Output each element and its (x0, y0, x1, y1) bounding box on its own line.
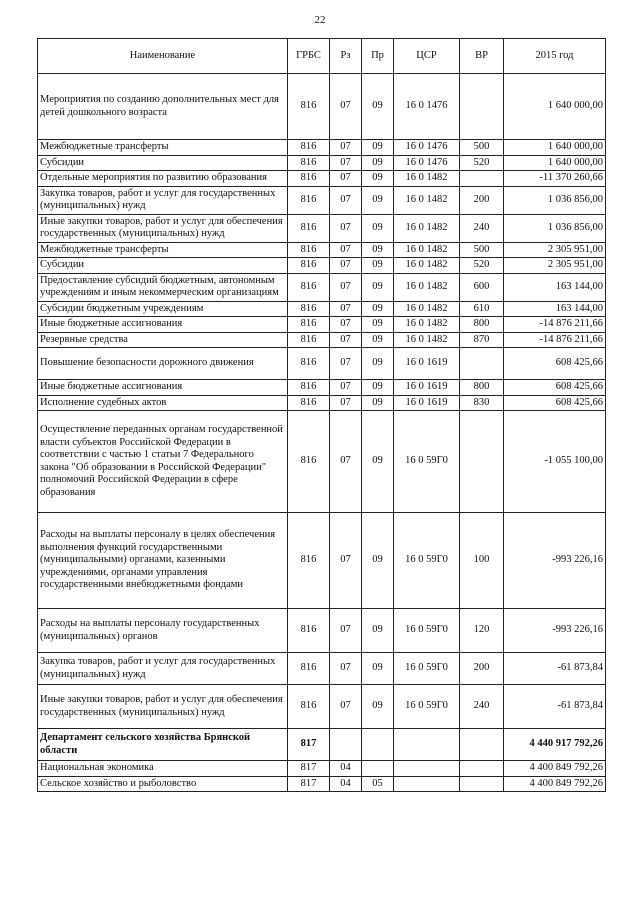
row-grbs: 816 (288, 317, 330, 333)
table-row (38, 171, 606, 187)
row-grbs: 816 (288, 258, 330, 274)
row-csr: 16 0 1476 (394, 140, 460, 156)
row-vr: 120 (460, 609, 504, 653)
row-name: Расходы на выплаты персоналу в целях обеспечения выполнения функций государственными (муниципальными) органами, казенными учреждениями, органами управления государственными внебюджетными фондами (38, 513, 288, 609)
row-vr: 520 (460, 155, 504, 171)
row-vr: 200 (460, 653, 504, 685)
row-csr: 16 0 59Г0 (394, 411, 460, 513)
header-name: Наименование (38, 39, 288, 74)
row-name: Национальная экономика (38, 761, 288, 777)
header-pr: Пр (362, 39, 394, 74)
row-amount: 608 425,66 (504, 380, 606, 396)
row-amount: 2 305 951,00 (504, 258, 606, 274)
row-amount: -61 873,84 (504, 653, 606, 685)
row-rz: 07 (330, 171, 362, 187)
row-rz: 07 (330, 214, 362, 242)
row-pr: 09 (362, 155, 394, 171)
table-row (38, 140, 606, 156)
row-grbs: 816 (288, 214, 330, 242)
row-csr (394, 729, 460, 761)
row-name: Отдельные мероприятия по развитию образования (38, 171, 288, 187)
row-grbs: 816 (288, 685, 330, 729)
row-grbs: 816 (288, 186, 330, 214)
row-pr (362, 761, 394, 777)
row-vr (460, 761, 504, 777)
row-amount: -11 370 260,66 (504, 171, 606, 187)
row-name: Осуществление переданных органам государственной власти субъектов Российской Федерации в соответствии с частью 1 статьи 7 Федерального закона "Об образовании в Российской Федерации" полномочий Российской Федерации в сфере образования (38, 411, 288, 513)
row-rz: 07 (330, 380, 362, 396)
row-rz: 07 (330, 317, 362, 333)
row-csr (394, 776, 460, 792)
row-vr (460, 171, 504, 187)
row-grbs: 816 (288, 513, 330, 609)
row-vr (460, 729, 504, 761)
row-amount: -14 876 211,66 (504, 332, 606, 348)
row-grbs: 816 (288, 74, 330, 140)
header-vr: ВР (460, 39, 504, 74)
row-amount: 4 400 849 792,26 (504, 761, 606, 777)
row-csr: 16 0 59Г0 (394, 513, 460, 609)
row-csr: 16 0 1482 (394, 171, 460, 187)
row-name: Исполнение судебных актов (38, 395, 288, 411)
row-name: Резервные средства (38, 332, 288, 348)
row-pr: 09 (362, 653, 394, 685)
row-vr: 870 (460, 332, 504, 348)
row-vr: 600 (460, 273, 504, 301)
row-amount: -993 226,16 (504, 513, 606, 609)
header-grbs: ГРБС (288, 39, 330, 74)
row-name: Закупка товаров, работ и услуг для государственных (муниципальных) нужд (38, 186, 288, 214)
budget-table (37, 38, 606, 792)
row-rz: 07 (330, 242, 362, 258)
row-vr (460, 411, 504, 513)
row-csr: 16 0 1482 (394, 186, 460, 214)
row-name: Расходы на выплаты персоналу государственных (муниципальных) органов (38, 609, 288, 653)
table-row (38, 242, 606, 258)
row-pr: 09 (362, 380, 394, 396)
row-grbs: 816 (288, 332, 330, 348)
row-grbs: 816 (288, 242, 330, 258)
row-rz: 07 (330, 186, 362, 214)
row-amount: 4 400 849 792,26 (504, 776, 606, 792)
row-name: Предоставление субсидий бюджетным, автономным учреждениям и иным некоммерческим организациям (38, 273, 288, 301)
row-vr: 240 (460, 214, 504, 242)
row-name: Иные бюджетные ассигнования (38, 380, 288, 396)
row-vr (460, 348, 504, 380)
row-grbs: 817 (288, 761, 330, 777)
table-row (38, 258, 606, 274)
row-rz: 07 (330, 513, 362, 609)
page-number: 22 (314, 14, 326, 26)
row-amount: 1 036 856,00 (504, 214, 606, 242)
row-rz: 07 (330, 395, 362, 411)
row-rz (330, 729, 362, 761)
row-csr: 16 0 1476 (394, 74, 460, 140)
row-pr: 09 (362, 242, 394, 258)
row-rz: 04 (330, 761, 362, 777)
row-vr: 100 (460, 513, 504, 609)
row-vr: 610 (460, 301, 504, 317)
table-row (38, 301, 606, 317)
row-grbs: 816 (288, 380, 330, 396)
row-pr: 09 (362, 609, 394, 653)
row-name: Иные закупки товаров, работ и услуг для обеспечения государственных (муниципальных) нужд (38, 214, 288, 242)
row-name: Сельское хозяйство и рыболовство (38, 776, 288, 792)
row-amount: 608 425,66 (504, 348, 606, 380)
row-rz: 07 (330, 685, 362, 729)
row-amount: 4 440 917 792,26 (504, 729, 606, 761)
row-amount: 163 144,00 (504, 301, 606, 317)
row-rz: 07 (330, 155, 362, 171)
row-vr: 830 (460, 395, 504, 411)
row-pr: 09 (362, 301, 394, 317)
row-rz: 04 (330, 776, 362, 792)
row-csr: 16 0 1482 (394, 317, 460, 333)
row-pr: 09 (362, 171, 394, 187)
row-pr: 09 (362, 411, 394, 513)
table-row (38, 380, 606, 396)
row-pr: 05 (362, 776, 394, 792)
row-pr: 09 (362, 395, 394, 411)
row-csr: 16 0 1482 (394, 332, 460, 348)
table-row (38, 411, 606, 513)
row-csr: 16 0 1482 (394, 273, 460, 301)
row-amount: 608 425,66 (504, 395, 606, 411)
row-name: Иные закупки товаров, работ и услуг для обеспечения государственных (муниципальных) нужд (38, 685, 288, 729)
row-pr: 09 (362, 317, 394, 333)
table-row (38, 513, 606, 609)
row-rz: 07 (330, 332, 362, 348)
row-name: Межбюджетные трансферты (38, 140, 288, 156)
row-amount: 2 305 951,00 (504, 242, 606, 258)
row-vr: 200 (460, 186, 504, 214)
row-pr (362, 729, 394, 761)
row-amount: 1 640 000,00 (504, 74, 606, 140)
row-name: Мероприятия по созданию дополнительных мест для детей дошкольного возраста (38, 74, 288, 140)
header-rz: Рз (330, 39, 362, 74)
row-csr: 16 0 1619 (394, 395, 460, 411)
row-csr: 16 0 59Г0 (394, 609, 460, 653)
row-grbs: 816 (288, 653, 330, 685)
table-row (38, 186, 606, 214)
row-pr: 09 (362, 186, 394, 214)
row-amount: -14 876 211,66 (504, 317, 606, 333)
table-row (38, 214, 606, 242)
row-name: Субсидии бюджетным учреждениям (38, 301, 288, 317)
row-vr: 800 (460, 380, 504, 396)
row-csr: 16 0 1476 (394, 155, 460, 171)
row-vr: 500 (460, 140, 504, 156)
row-vr: 500 (460, 242, 504, 258)
table-row (38, 348, 606, 380)
table-row (38, 776, 606, 792)
row-grbs: 816 (288, 348, 330, 380)
header-row (38, 39, 606, 74)
row-grbs: 816 (288, 411, 330, 513)
row-csr: 16 0 1482 (394, 214, 460, 242)
row-amount: 1 640 000,00 (504, 155, 606, 171)
table-row (38, 653, 606, 685)
row-pr: 09 (362, 348, 394, 380)
row-csr: 16 0 59Г0 (394, 653, 460, 685)
row-vr (460, 776, 504, 792)
table-row (38, 395, 606, 411)
row-vr (460, 74, 504, 140)
table-row (38, 155, 606, 171)
table-row (38, 609, 606, 653)
row-pr: 09 (362, 685, 394, 729)
header-csr: ЦСР (394, 39, 460, 74)
row-grbs: 817 (288, 729, 330, 761)
row-amount: -993 226,16 (504, 609, 606, 653)
row-grbs: 816 (288, 301, 330, 317)
row-rz: 07 (330, 348, 362, 380)
row-csr: 16 0 59Г0 (394, 685, 460, 729)
row-rz: 07 (330, 273, 362, 301)
row-csr: 16 0 1482 (394, 258, 460, 274)
table-row (38, 729, 606, 761)
row-name: Повышение безопасности дорожного движения (38, 348, 288, 380)
row-rz: 07 (330, 140, 362, 156)
row-pr: 09 (362, 332, 394, 348)
row-name: Субсидии (38, 258, 288, 274)
table-row (38, 685, 606, 729)
row-csr (394, 761, 460, 777)
row-grbs: 816 (288, 155, 330, 171)
row-grbs: 816 (288, 609, 330, 653)
row-amount: 163 144,00 (504, 273, 606, 301)
row-csr: 16 0 1619 (394, 348, 460, 380)
row-name: Департамент сельского хозяйства Брянской области (38, 729, 288, 761)
row-amount: 1 036 856,00 (504, 186, 606, 214)
table-row (38, 74, 606, 140)
row-name: Иные бюджетные ассигнования (38, 317, 288, 333)
row-csr: 16 0 1619 (394, 380, 460, 396)
table-row (38, 273, 606, 301)
row-pr: 09 (362, 214, 394, 242)
row-pr: 09 (362, 273, 394, 301)
row-amount: 1 640 000,00 (504, 140, 606, 156)
row-grbs: 816 (288, 171, 330, 187)
row-rz: 07 (330, 258, 362, 274)
row-rz: 07 (330, 411, 362, 513)
row-rz: 07 (330, 301, 362, 317)
row-grbs: 816 (288, 140, 330, 156)
row-amount: -61 873,84 (504, 685, 606, 729)
row-rz: 07 (330, 74, 362, 140)
row-csr: 16 0 1482 (394, 242, 460, 258)
row-rz: 07 (330, 653, 362, 685)
table-row (38, 317, 606, 333)
row-rz: 07 (330, 609, 362, 653)
row-name: Субсидии (38, 155, 288, 171)
table-row (38, 332, 606, 348)
row-csr: 16 0 1482 (394, 301, 460, 317)
row-grbs: 817 (288, 776, 330, 792)
row-name: Межбюджетные трансферты (38, 242, 288, 258)
row-vr: 520 (460, 258, 504, 274)
table-row (38, 761, 606, 777)
header-amount: 2015 год (504, 39, 606, 74)
row-pr: 09 (362, 258, 394, 274)
row-pr: 09 (362, 74, 394, 140)
row-grbs: 816 (288, 273, 330, 301)
row-pr: 09 (362, 513, 394, 609)
row-vr: 240 (460, 685, 504, 729)
row-vr: 800 (460, 317, 504, 333)
row-grbs: 816 (288, 395, 330, 411)
row-amount: -1 055 100,00 (504, 411, 606, 513)
row-pr: 09 (362, 140, 394, 156)
row-name: Закупка товаров, работ и услуг для государственных (муниципальных) нужд (38, 653, 288, 685)
